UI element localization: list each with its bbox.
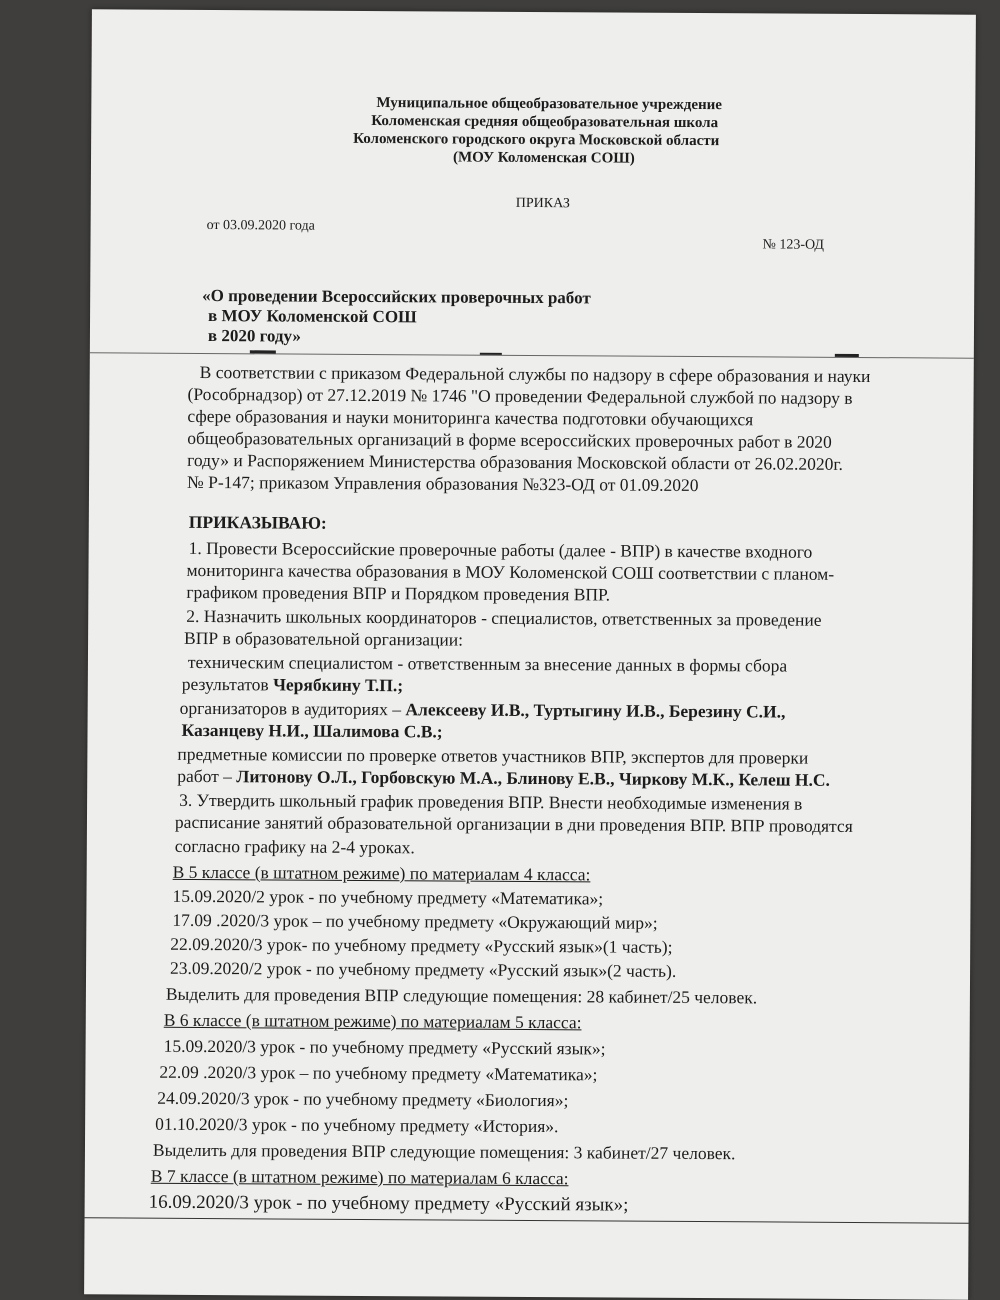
subject-line-2: в МОУ Коломенской СОШ	[208, 306, 417, 327]
preamble-line-1: В соответствии с приказом Федеральной службы по надзору в сфере образования и науки	[199, 361, 871, 387]
order-title: ПРИКАЗ	[515, 195, 570, 212]
item-2-line-3: техническим специалистом - ответственным за внесение данных в формы сбора	[187, 651, 788, 676]
grade-7-row-1: 16.09.2020/3 урок - по учебному предмету «Русский язык»;	[148, 1191, 629, 1216]
document-page	[84, 9, 976, 1299]
item-3-line-3: согласно графику на 2-4 уроках.	[174, 835, 415, 858]
preamble-line-2: (Рособрнадзор) от 27.12.2019 № 1746 "О проведении Федеральной службой по надзору в	[187, 383, 853, 408]
preamble-line-5: году» и Распоряжением Министерства образования Московской области от 26.02.2020г.	[187, 449, 844, 474]
grade-6-row-1: 15.09.2020/3 урок - по учебному предмету «Русский язык»;	[163, 1035, 606, 1059]
order-number: № 123-ОД	[762, 237, 825, 253]
item-2-line-5	[180, 698, 786, 723]
grade-5-row-1: 15.09.2020/2 урок - по учебному предмету «Математика»;	[172, 885, 604, 909]
order-date: от 03.09.2020 года	[206, 218, 315, 234]
organizers-label: организаторов в аудиториях –	[179, 697, 406, 720]
org-name-line-4: (МОУ Коломенская СОШ)	[452, 149, 635, 167]
grade-5-heading: В 5 классе (в штатном режиме) по материалам 4 класса:	[172, 861, 591, 885]
item-2-line-2: ВПР в образовательной организации:	[184, 627, 464, 650]
preamble-line-3: сфере образования и науки мониторинга качества подготовки обучающихся	[187, 405, 754, 430]
grade-7-heading: В 7 классе (в штатном режиме) по материалам 6 класса:	[150, 1165, 569, 1189]
org-name-line-3: Коломенского городского округа Московской области	[353, 130, 720, 150]
item-3-line-2: расписание занятий образовательной организации в дни проведения ВПР. ВПР проводятся	[174, 811, 853, 836]
grade-5-rooms: Выделить для проведения ВПР следующие помещения: 28 кабинет/25 человек.	[165, 983, 758, 1008]
item-1-line-2: мониторинга качества образования в МОУ Коломенской СОШ соответствии с планом-	[186, 559, 835, 584]
grade-5-row-3: 22.09.2020/3 урок- по учебному предмету «Русский язык»(1 часть);	[170, 933, 673, 957]
organizers-names-cont: Казанцеву Н.И., Шалимова С.В.;	[181, 719, 443, 742]
scan-mark	[835, 354, 859, 357]
orders-heading: ПРИКАЗЫВАЮ:	[188, 511, 327, 533]
item-3-line-1: 3. Утвердить школьный график проведения ВПР. Внести необходимые изменения в	[179, 789, 803, 814]
subject-line-1: «О проведении Всероссийских проверочных работ	[202, 285, 591, 308]
grade-6-heading: В 6 классе (в штатном режиме) по материалам 5 класса:	[163, 1009, 582, 1033]
org-name-line-1: Муниципальное общеобразовательное учреждение	[376, 95, 723, 114]
item-1-line-1: 1. Провести Всероссийские проверочные работы (далее - ВПР) в качестве входного	[188, 537, 813, 562]
technical-specialist-name: Черябкину Т.П.;	[273, 674, 404, 696]
preamble-line-4: общеобразовательных организаций в форме всероссийских проверочных работ в 2020	[187, 427, 832, 452]
item-2-line-7: предметные комиссии по проверке ответов участников ВПР, экспертов для проверки	[177, 743, 809, 768]
preamble-line-6: № Р-147; приказом Управления образования №323-ОД от 01.09.2020	[186, 471, 699, 496]
item-2-line-1: 2. Назначить школьных координаторов - специалистов, ответственных за проведение	[186, 605, 822, 630]
org-name-line-2: Коломенская средняя общеобразовательная школа	[371, 113, 719, 132]
grade-6-row-3: 24.09.2020/3 урок - по учебному предмету «Биология»;	[157, 1087, 569, 1111]
experts-label: работ –	[177, 765, 237, 787]
scan-mark	[480, 353, 502, 355]
item-2-line-8	[177, 766, 830, 791]
item-2-label: результатов	[181, 673, 274, 695]
grade-6-rooms: Выделить для проведения ВПР следующие помещения: 3 кабинет/27 человек.	[152, 1139, 736, 1164]
organizers-names: Алексееву И.В., Туртыгину И.В., Березину С.И.,	[405, 699, 786, 722]
bottom-fold-line	[85, 1217, 969, 1223]
grade-6-row-4: 01.10.2020/3 урок - по учебному предмету «История».	[155, 1113, 559, 1137]
item-2-line-4	[182, 674, 403, 696]
grade-5-row-2: 17.09 .2020/3 урок – по учебному предмету «Окружающий мир»;	[172, 909, 658, 933]
subject-line-3: в 2020 году»	[207, 326, 302, 346]
experts-names: Литонову О.Л., Горбовскую М.А., Блинову Е.В., Чиркову М.К., Келеш Н.С.	[236, 766, 830, 790]
grade-5-row-4: 23.09.2020/2 урок - по учебному предмету «Русский язык»(2 часть).	[170, 957, 677, 981]
scan-mark	[250, 350, 276, 353]
item-1-line-3: графиком проведения ВПР и Порядком проведения ВПР.	[186, 581, 611, 605]
grade-6-row-2: 22.09 .2020/3 урок – по учебному предмету «Математика»;	[159, 1061, 598, 1085]
